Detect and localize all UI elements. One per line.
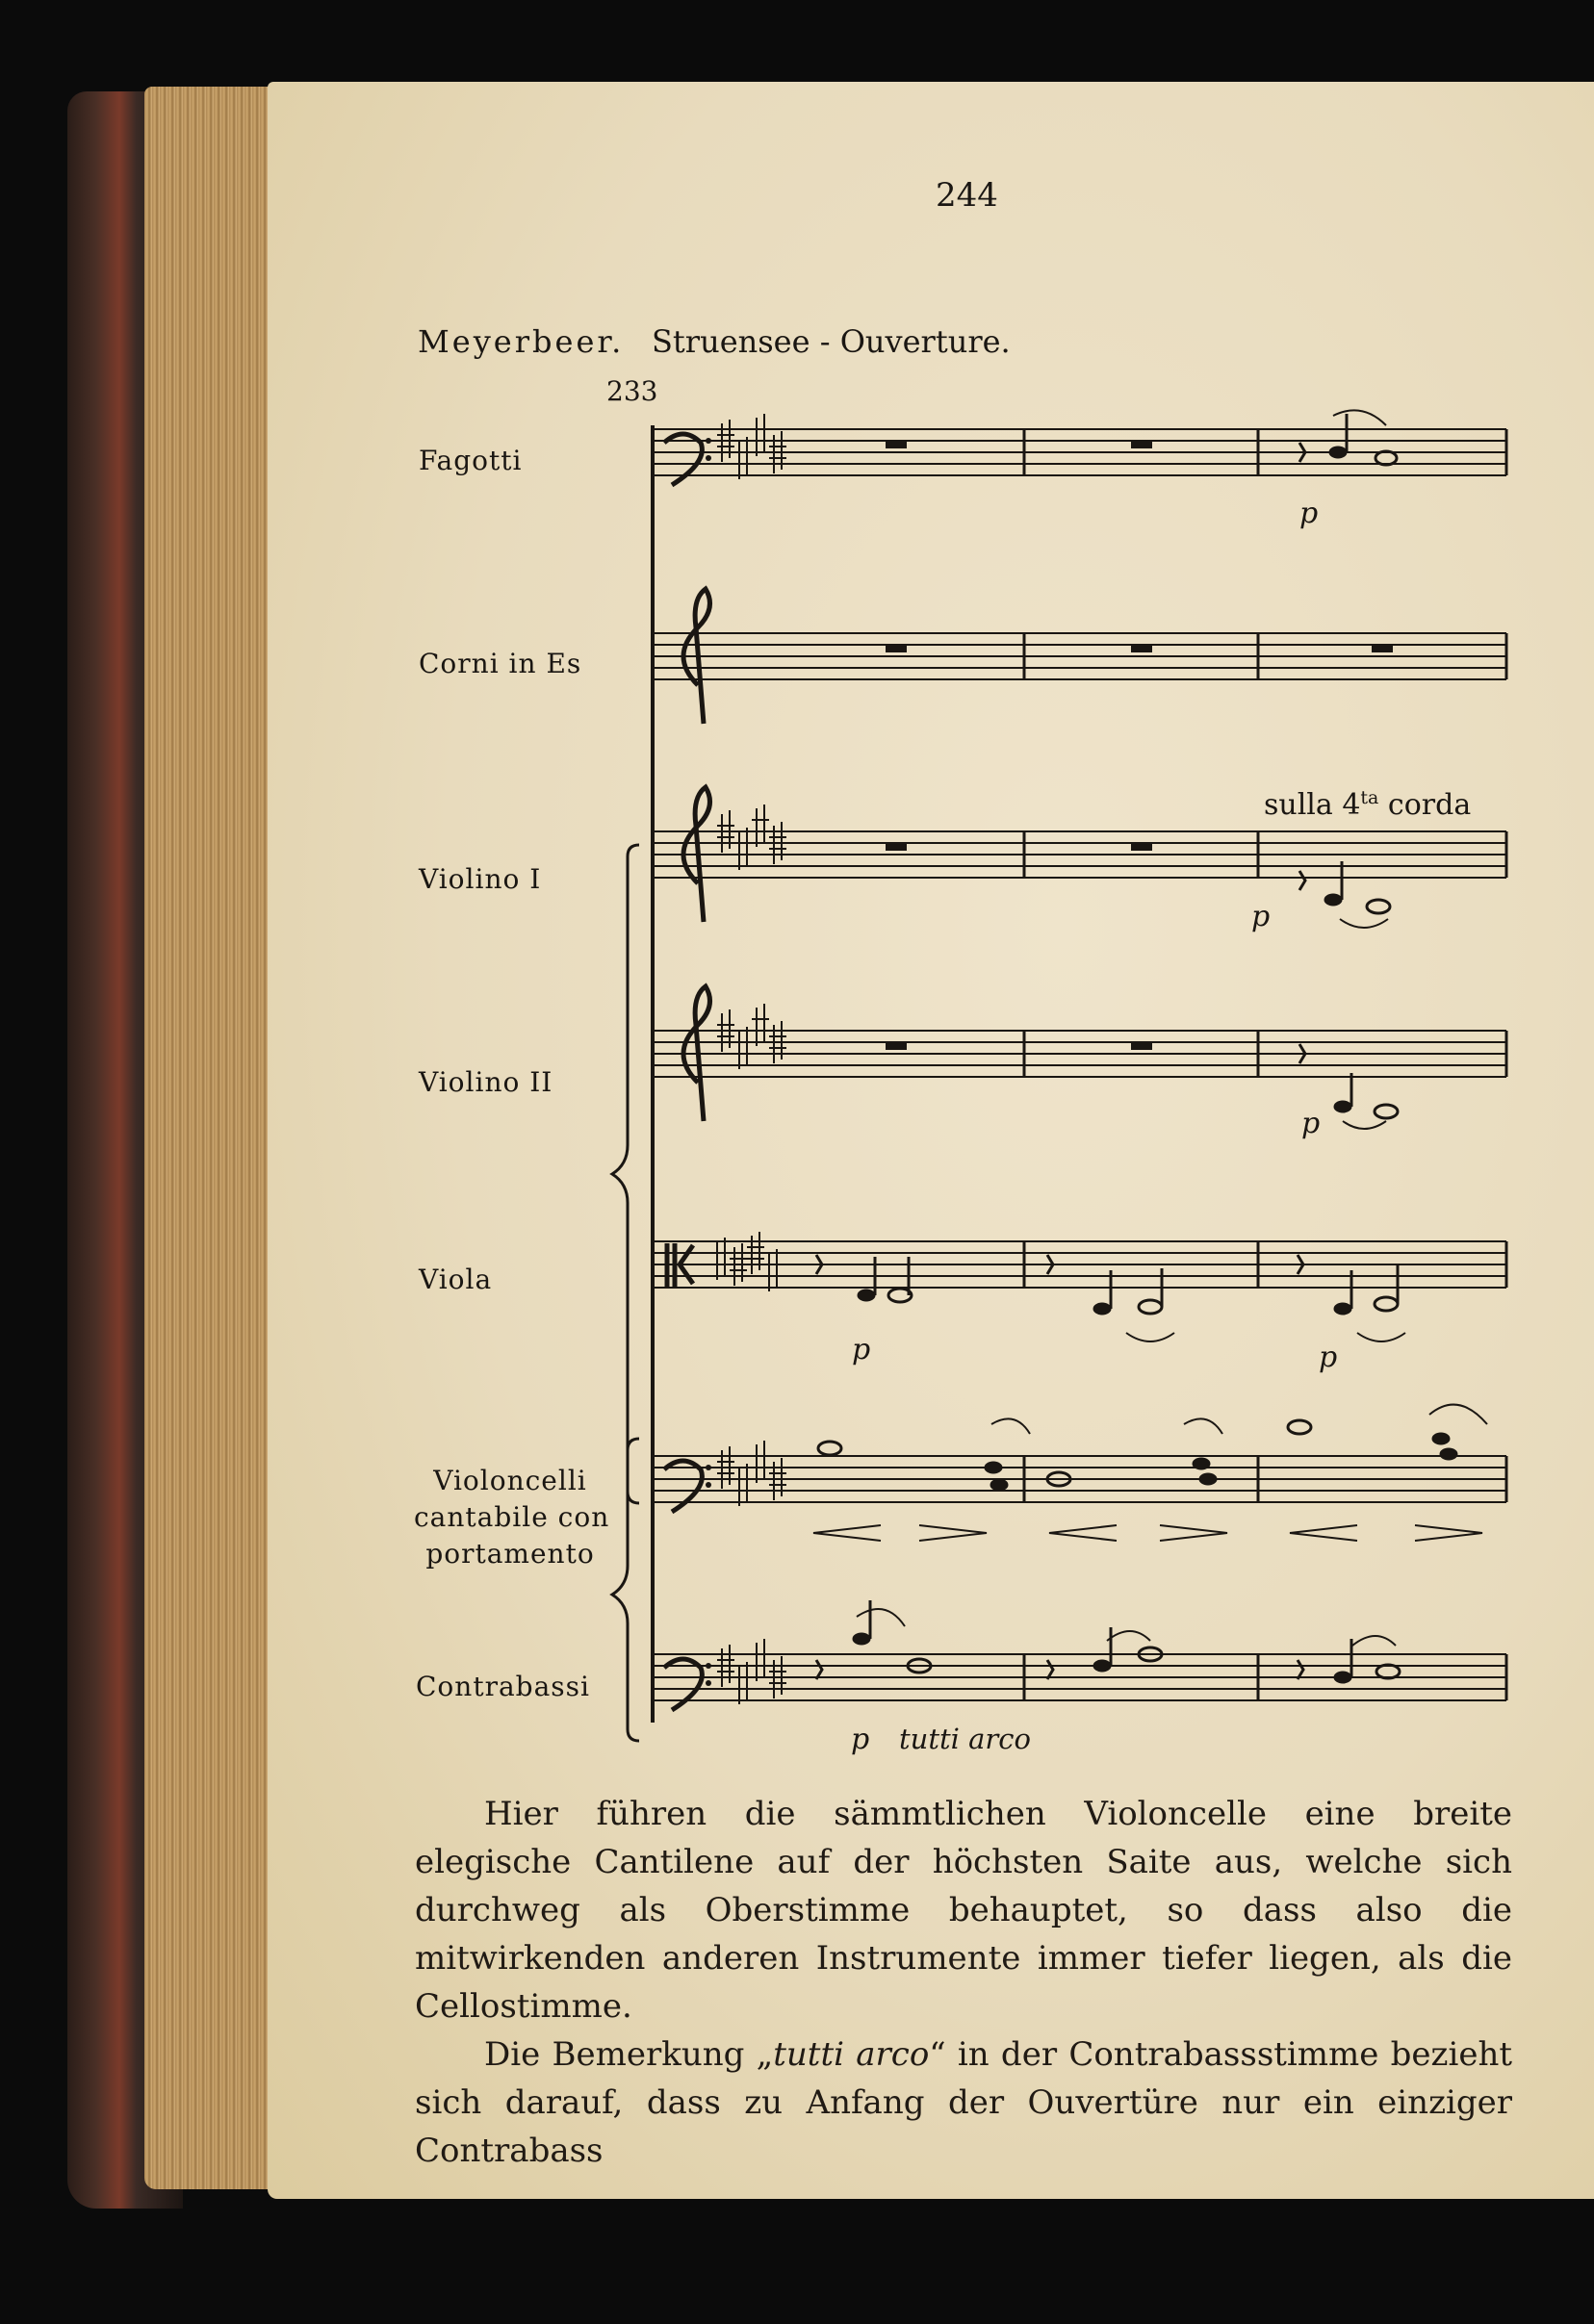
instrument-violino-1: Violino I [419, 863, 542, 895]
key-signatures [712, 414, 786, 1704]
dynamic-p-violino-2: p [1301, 1107, 1321, 1140]
clefs [664, 434, 710, 1710]
tutti-arco-marking: tutti arco [899, 1723, 1031, 1755]
instrument-violino-2: Violino II [419, 1066, 553, 1098]
sulla-text: sulla 4 [1264, 788, 1361, 822]
paragraph-2 [415, 2030, 1512, 2175]
bass-brace [612, 1439, 639, 1741]
paragraph-1: Hier führen die sämmtlichen Violoncelle eine breite elegische Cantilene auf der höchsten Saite aus, welche sich durchweg als Oberstimme behauptet, so dass also die mitwirkenden anderen Instrumente immer tiefer liegen, als die Cellostimme. [415, 1795, 1512, 2026]
instrument-viola: Viola [419, 1264, 493, 1295]
measure-number: 233 [606, 375, 658, 407]
whole-rests [886, 441, 1393, 1050]
dynamic-p-violino-1: p [1251, 900, 1271, 933]
composer-name: Meyerbeer. [418, 323, 625, 360]
violoncelli-line-3: portamento [425, 1538, 595, 1570]
work-title: Struensee - Ouverture. [652, 323, 1011, 360]
paragraph-2-post: “ in der Contrabassstimme bezieht sich darauf, dass zu Anfang der Ouvertüre nur ein einziger Contrabass [415, 2035, 1513, 2170]
instrument-corni: Corni in Es [419, 648, 582, 679]
paragraph-2-pre: Die Bemerkung „ [484, 2035, 774, 2074]
paragraph-2-italic: tutti arco [773, 2035, 930, 2074]
dynamic-p-viola-3: p [1319, 1341, 1338, 1374]
violoncelli-line-1: Violoncelli [433, 1465, 587, 1496]
dynamic-p-viola-1: p [852, 1333, 871, 1366]
body-text [415, 1790, 1512, 2175]
violoncelli-line-2: cantabile con [414, 1501, 610, 1533]
instrument-contrabassi: Contrabassi [416, 1671, 590, 1702]
dynamic-p-fagotti: p [1299, 497, 1319, 530]
staff-lines [653, 429, 1506, 1700]
instrument-fagotti: Fagotti [419, 445, 523, 476]
dynamic-p-contrabassi: p [851, 1723, 870, 1756]
corda-text: corda [1378, 788, 1472, 822]
page-number: 244 [936, 176, 998, 215]
sulla-superscript: ta [1360, 787, 1379, 808]
violin-brace [612, 845, 639, 1503]
clef-dots [706, 438, 711, 1686]
